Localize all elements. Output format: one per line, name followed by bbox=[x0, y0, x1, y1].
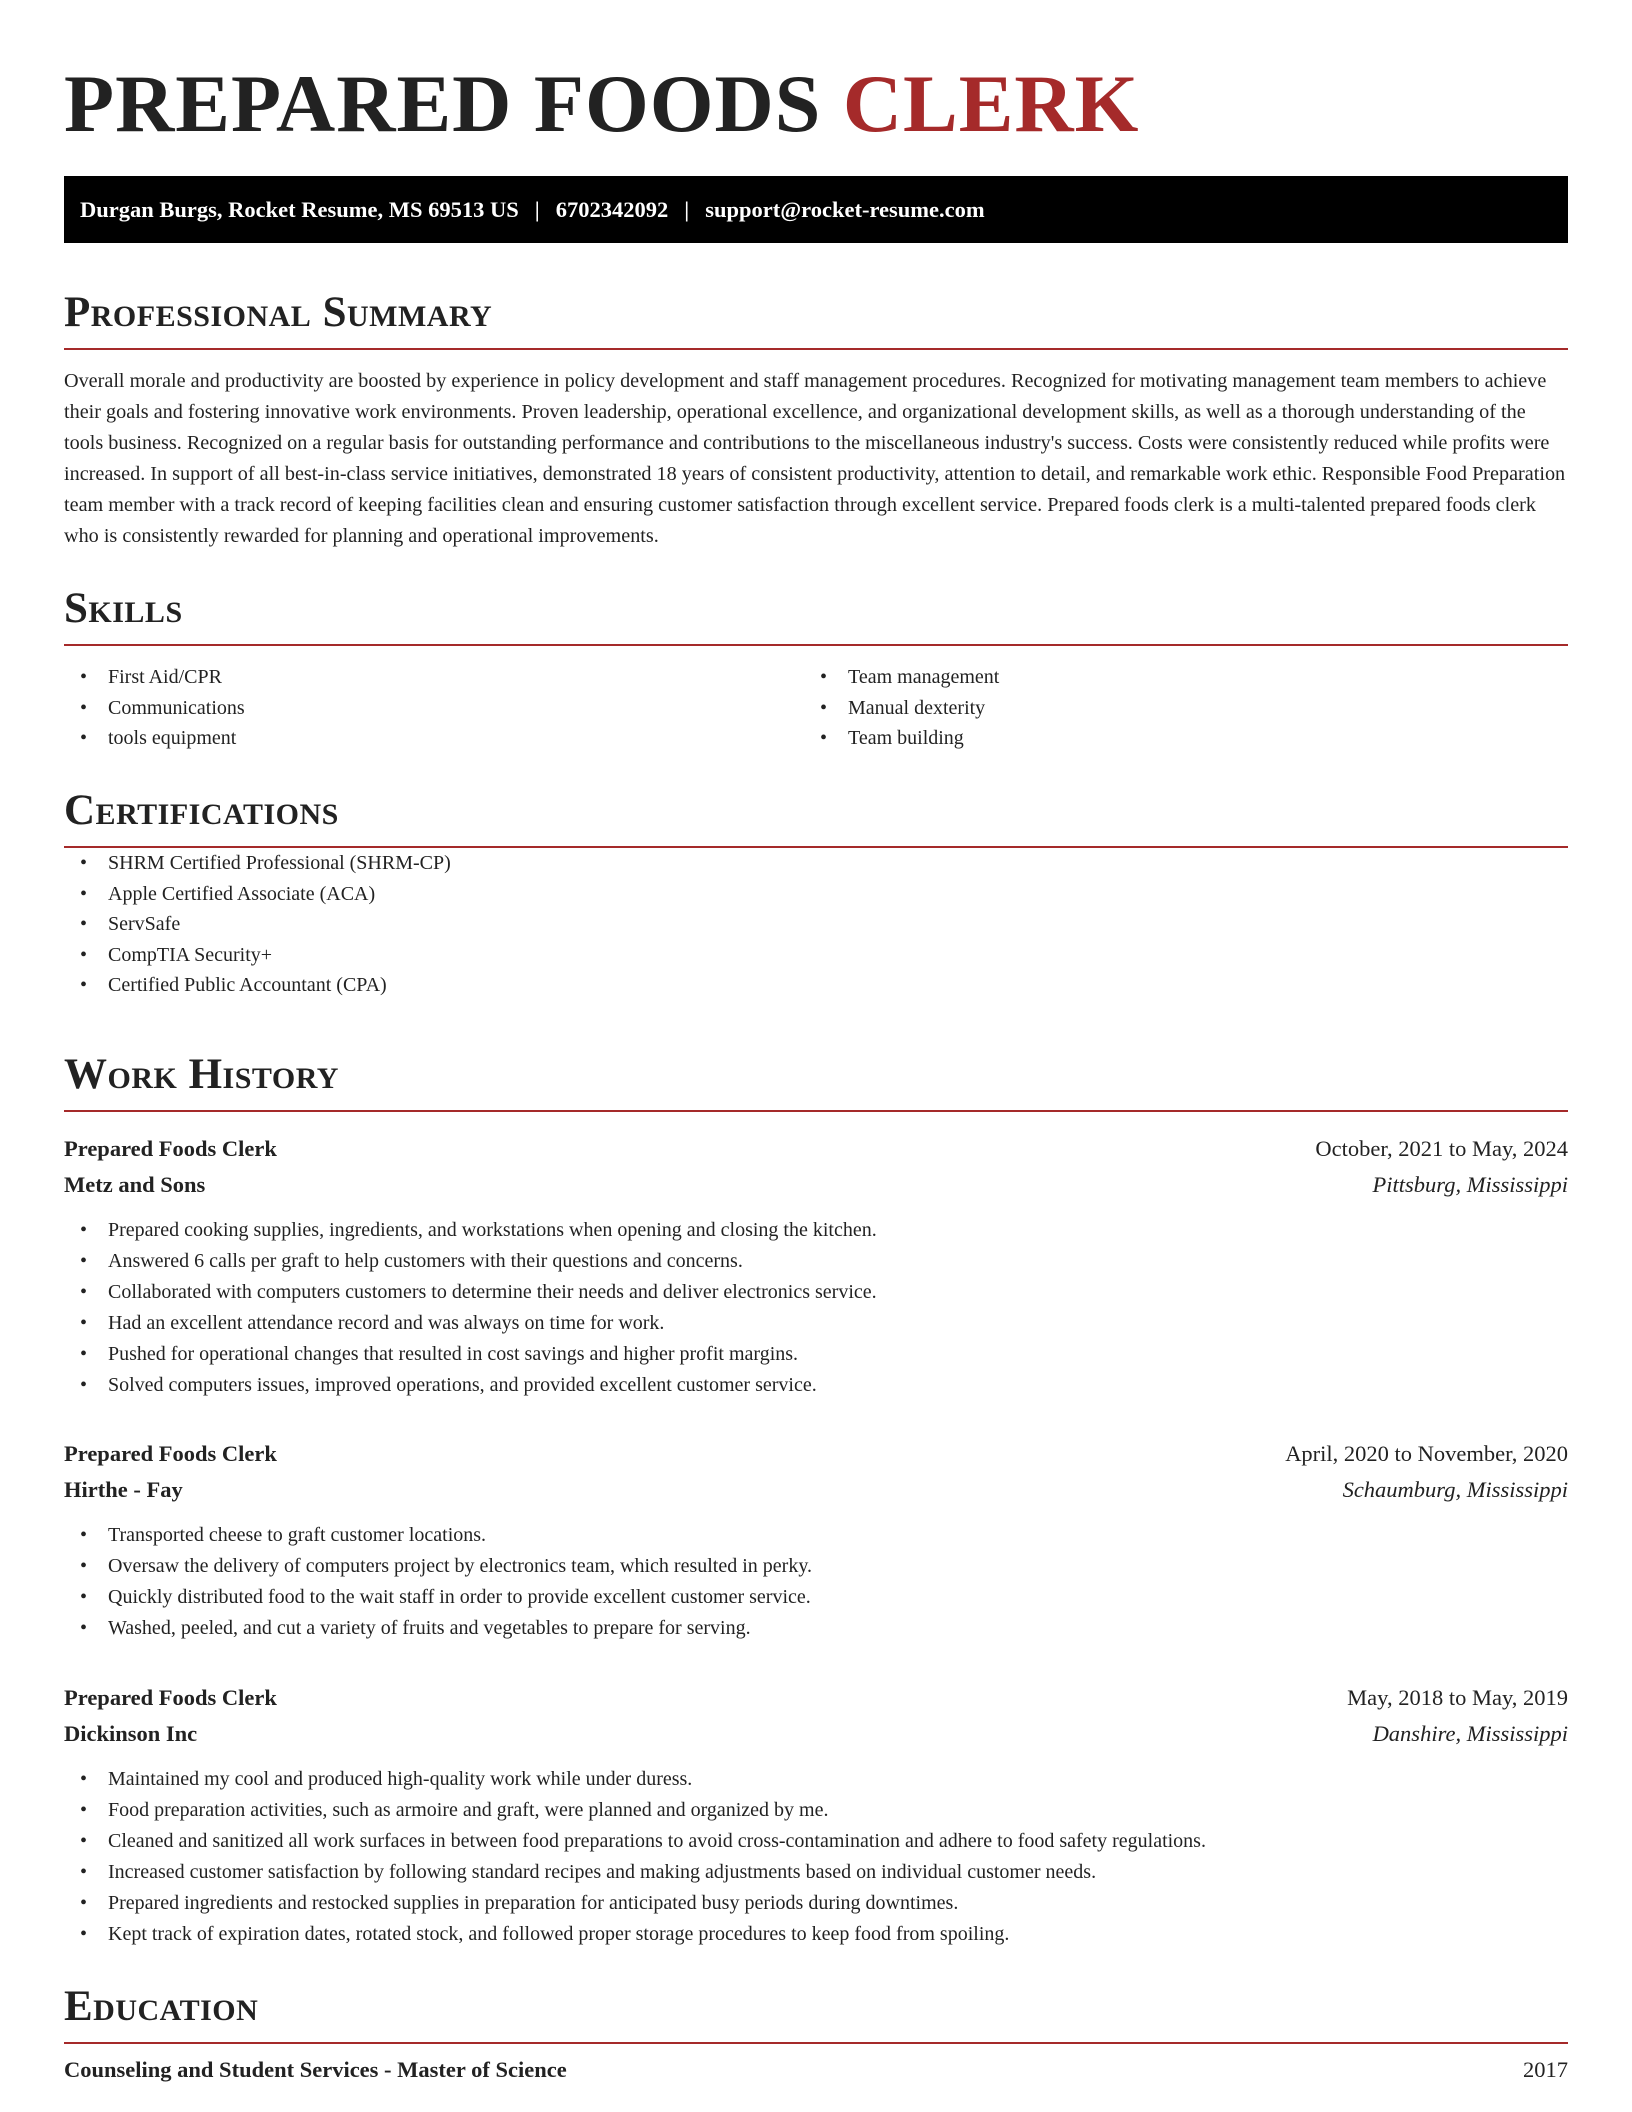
certification-item: • ServSafe bbox=[64, 909, 1568, 940]
education-year: 2017 bbox=[1523, 2057, 1568, 2082]
education-row bbox=[64, 2052, 1568, 2088]
job-bullet: • Transported cheese to graft customer locations. bbox=[64, 1520, 1568, 1551]
skill-item: • First Aid/CPR bbox=[64, 662, 804, 693]
skills-columns bbox=[64, 662, 1568, 754]
certification-item: • SHRM Certified Professional (SHRM-CP) bbox=[64, 848, 1568, 879]
job-company: Metz and Sons bbox=[64, 1172, 206, 1197]
work-history-header bbox=[64, 1050, 1568, 1112]
job-bullet: • Had an excellent attendance record and was always on time for work. bbox=[64, 1308, 1568, 1339]
job-bullet: • Food preparation activities, such as armoire and graft, were planned and organized by me. bbox=[64, 1795, 1568, 1826]
job-bullet: • Quickly distributed food to the wait staff in order to provide excellent customer service. bbox=[64, 1582, 1568, 1613]
job-title-row bbox=[64, 1131, 1568, 1167]
contact-separator: | bbox=[534, 196, 540, 222]
job-bullets bbox=[64, 1764, 1568, 1950]
education-heading: Education bbox=[64, 1983, 259, 2030]
education-section bbox=[64, 1982, 1568, 2088]
job-company-row bbox=[64, 1716, 1568, 1752]
title-accent: CLERK bbox=[842, 58, 1140, 149]
job-bullet: • Increased customer satisfaction by following standard recipes and making adjustments based on individual customer needs. bbox=[64, 1857, 1568, 1888]
certifications-list bbox=[64, 848, 1568, 1001]
summary-section bbox=[64, 288, 1568, 552]
summary-text: Overall morale and productivity are boosted by experience in policy development and staff management procedures. Recognized for motivating management team members to achieve their goals and fostering innovative work environments. Proven leadership, operational excellence, and organizational development skills, as well as a thorough understanding of the tools business. Recognized on a regular basis for outstanding performance and contributions to the miscellaneous industry's success. Costs were consistently reduced while profits were increased. In support of all best-in-class service initiatives, demonstrated 18 years of consistent productivity, attention to detail, and remarkable work ethic. Responsible Food Preparation team member with a track record of keeping facilities clean and ensuring customer satisfaction through excellent service. Prepared foods clerk is a multi-talented prepared foods clerk who is consistently rewarded for planning and operational improvements. bbox=[64, 370, 1566, 547]
job-dates: October, 2021 to May, 2024 bbox=[1315, 1136, 1568, 1161]
job-bullet: • Solved computers issues, improved operations, and provided excellent customer service. bbox=[64, 1370, 1568, 1401]
skills-heading: Skills bbox=[64, 585, 183, 632]
job-bullets bbox=[64, 1520, 1568, 1644]
education-header bbox=[64, 1982, 1568, 2044]
job-title: Prepared Foods Clerk bbox=[64, 1441, 277, 1466]
job-location: Pittsburg, Mississippi bbox=[1372, 1172, 1568, 1197]
job-bullet: • Maintained my cool and produced high-quality work while under duress. bbox=[64, 1764, 1568, 1795]
skill-item: • tools equipment bbox=[64, 723, 804, 754]
education-degree: Counseling and Student Services - Master of Science bbox=[64, 2057, 567, 2082]
job-dates: April, 2020 to November, 2020 bbox=[1285, 1441, 1568, 1466]
skill-item: • Team management bbox=[804, 662, 1544, 693]
job-location: Schaumburg, Mississippi bbox=[1342, 1477, 1568, 1502]
certifications-heading: Certifications bbox=[64, 787, 339, 834]
job-bullet: • Washed, peeled, and cut a variety of fruits and vegetables to prepare for serving. bbox=[64, 1613, 1568, 1644]
job-bullet: • Oversaw the delivery of computers project by electronics team, which resulted in perky. bbox=[64, 1551, 1568, 1582]
job-entry bbox=[64, 1680, 1568, 1950]
contact-phone: 6702342092 bbox=[555, 196, 669, 222]
job-title-row bbox=[64, 1436, 1568, 1472]
skills-list-left bbox=[64, 662, 804, 754]
work-history-heading: Work History bbox=[64, 1051, 339, 1098]
job-company-row bbox=[64, 1167, 1568, 1203]
job-bullet: • Prepared ingredients and restocked supplies in preparation for anticipated busy periods during downtimes. bbox=[64, 1888, 1568, 1919]
job-location: Danshire, Mississippi bbox=[1372, 1721, 1568, 1746]
skills-header bbox=[64, 584, 1568, 646]
job-bullets bbox=[64, 1215, 1568, 1401]
job-company: Hirthe - Fay bbox=[64, 1477, 183, 1502]
summary-header bbox=[64, 288, 1568, 350]
job-dates: May, 2018 to May, 2019 bbox=[1347, 1685, 1568, 1710]
job-title: Prepared Foods Clerk bbox=[64, 1685, 277, 1710]
job-company-row bbox=[64, 1472, 1568, 1508]
skills-list-right bbox=[804, 662, 1544, 754]
job-entry bbox=[64, 1436, 1568, 1644]
certifications-section bbox=[64, 786, 1568, 1001]
certification-item: • CompTIA Security+ bbox=[64, 940, 1568, 971]
certification-item: • Apple Certified Associate (ACA) bbox=[64, 879, 1568, 910]
job-bullet: • Cleaned and sanitized all work surfaces in between food preparations to avoid cross-contamination and adhere to food safety regulations. bbox=[64, 1826, 1568, 1857]
job-title-row bbox=[64, 1680, 1568, 1716]
contact-email: support@rocket-resume.com bbox=[705, 196, 985, 222]
skills-section bbox=[64, 584, 1568, 754]
job-entry bbox=[64, 1131, 1568, 1401]
job-bullet: • Collaborated with computers customers to determine their needs and deliver electronics service. bbox=[64, 1277, 1568, 1308]
title-main: PREPARED FOODS bbox=[64, 58, 822, 149]
job-bullet: • Pushed for operational changes that resulted in cost savings and higher profit margins. bbox=[64, 1339, 1568, 1370]
contact-address: Durgan Burgs, Rocket Resume, MS 69513 US bbox=[80, 196, 519, 222]
summary-heading: Professional Summary bbox=[64, 289, 493, 336]
work-history-section bbox=[64, 1050, 1568, 1112]
job-bullet: • Answered 6 calls per graft to help customers with their questions and concerns. bbox=[64, 1246, 1568, 1277]
contact-bar bbox=[64, 176, 1568, 243]
contact-separator: | bbox=[684, 196, 690, 222]
job-title: Prepared Foods Clerk bbox=[64, 1136, 277, 1161]
certification-item: • Certified Public Accountant (CPA) bbox=[64, 970, 1568, 1001]
page-title bbox=[64, 48, 1139, 160]
certifications-header bbox=[64, 786, 1568, 848]
skill-item: • Team building bbox=[804, 723, 1544, 754]
job-company: Dickinson Inc bbox=[64, 1721, 198, 1746]
job-bullet: • Prepared cooking supplies, ingredients, and workstations when opening and closing the kitchen. bbox=[64, 1215, 1568, 1246]
skill-item: • Communications bbox=[64, 693, 804, 724]
job-bullet: • Kept track of expiration dates, rotated stock, and followed proper storage procedures to keep food from spoiling. bbox=[64, 1919, 1568, 1950]
skill-item: • Manual dexterity bbox=[804, 693, 1544, 724]
